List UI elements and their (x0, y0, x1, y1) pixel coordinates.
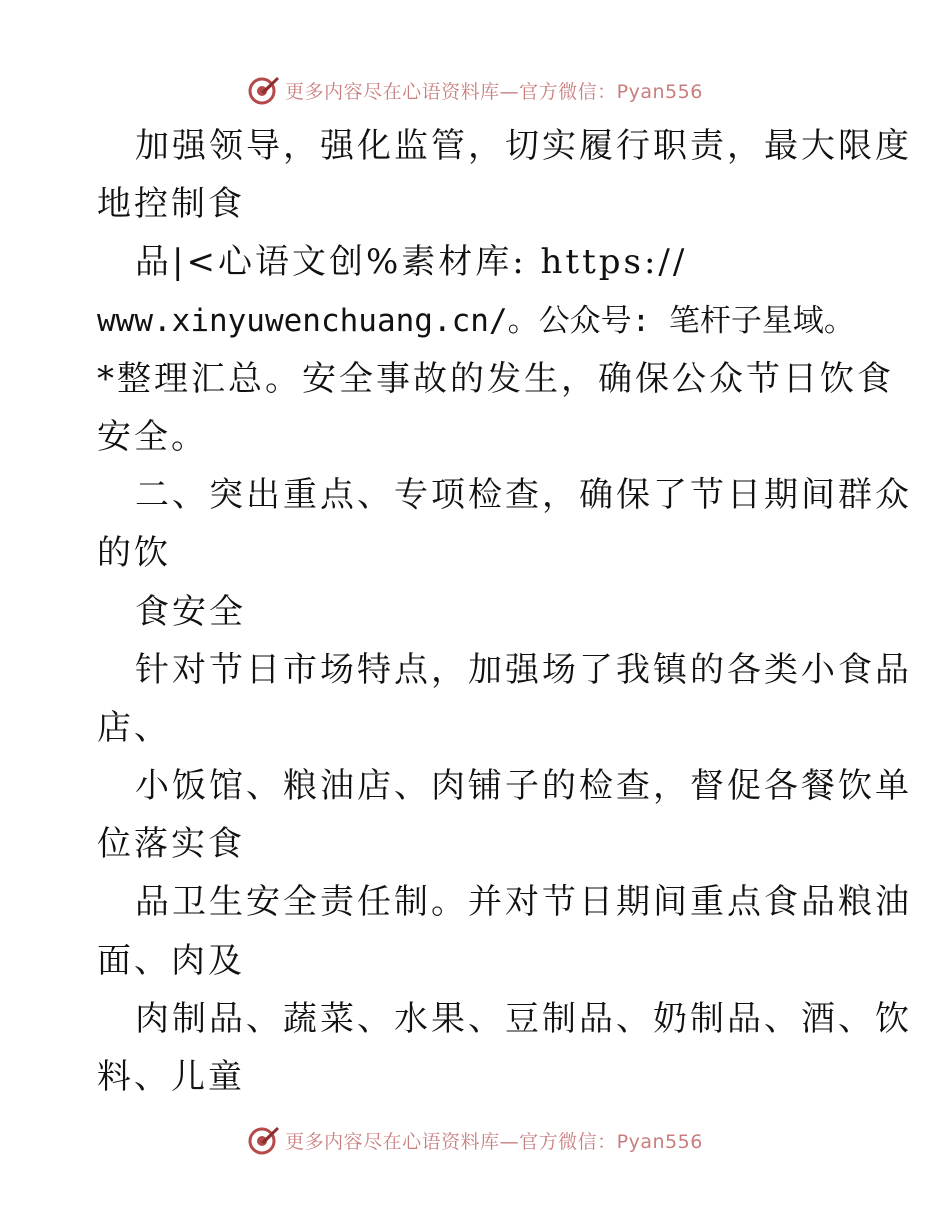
text-line: 二、突出重点、专项检查，确保了节日期间群众 (135, 475, 912, 516)
text-line: 的饮 (97, 533, 171, 574)
text-line: 位落实食 (97, 824, 245, 865)
footer-watermark-banner (0, 1120, 950, 1160)
text-line: 安全。 (97, 416, 208, 457)
text-line: 料、儿童 (97, 1057, 245, 1097)
document-body (97, 117, 912, 1106)
text-line: 品卫生安全责任制。并对节日期间重点食品粮油 (135, 882, 912, 923)
text-line: 面、肉及 (97, 940, 245, 981)
text-line: 加强领导，强化监管，切实履行职责，最大限度 (135, 126, 912, 166)
text-line: 地控制食 (97, 184, 245, 225)
text-line: 肉制品、蔬菜、水果、豆制品、奶制品、酒、饮 (135, 998, 912, 1039)
text-line: 针对节日市场特点，加强场了我镇的各类小食品 (135, 649, 912, 690)
text-line: 品|<心语文创%素材库: https:// (135, 242, 688, 283)
text-line: www.xinyuwenchuang.cn/。公众号: 笔杆子星域。 (97, 302, 855, 339)
text-line: 食安全 (135, 591, 246, 632)
text-line: 小饭馆、粮油店、肉铺子的检查，督促各餐饮单 (135, 766, 912, 807)
pen-logo-icon (247, 73, 281, 107)
text-line: 店、 (97, 707, 171, 748)
pen-logo-icon (247, 1123, 281, 1157)
header-watermark-banner (0, 70, 950, 110)
watermark-text: 更多内容尽在心语资料库—官方微信：Pyan556 (285, 1130, 703, 1153)
watermark-text: 更多内容尽在心语资料库—官方微信：Pyan556 (285, 80, 703, 103)
text-line: *整理汇总。安全事故的发生，确保公众节日饮食 (97, 358, 894, 399)
